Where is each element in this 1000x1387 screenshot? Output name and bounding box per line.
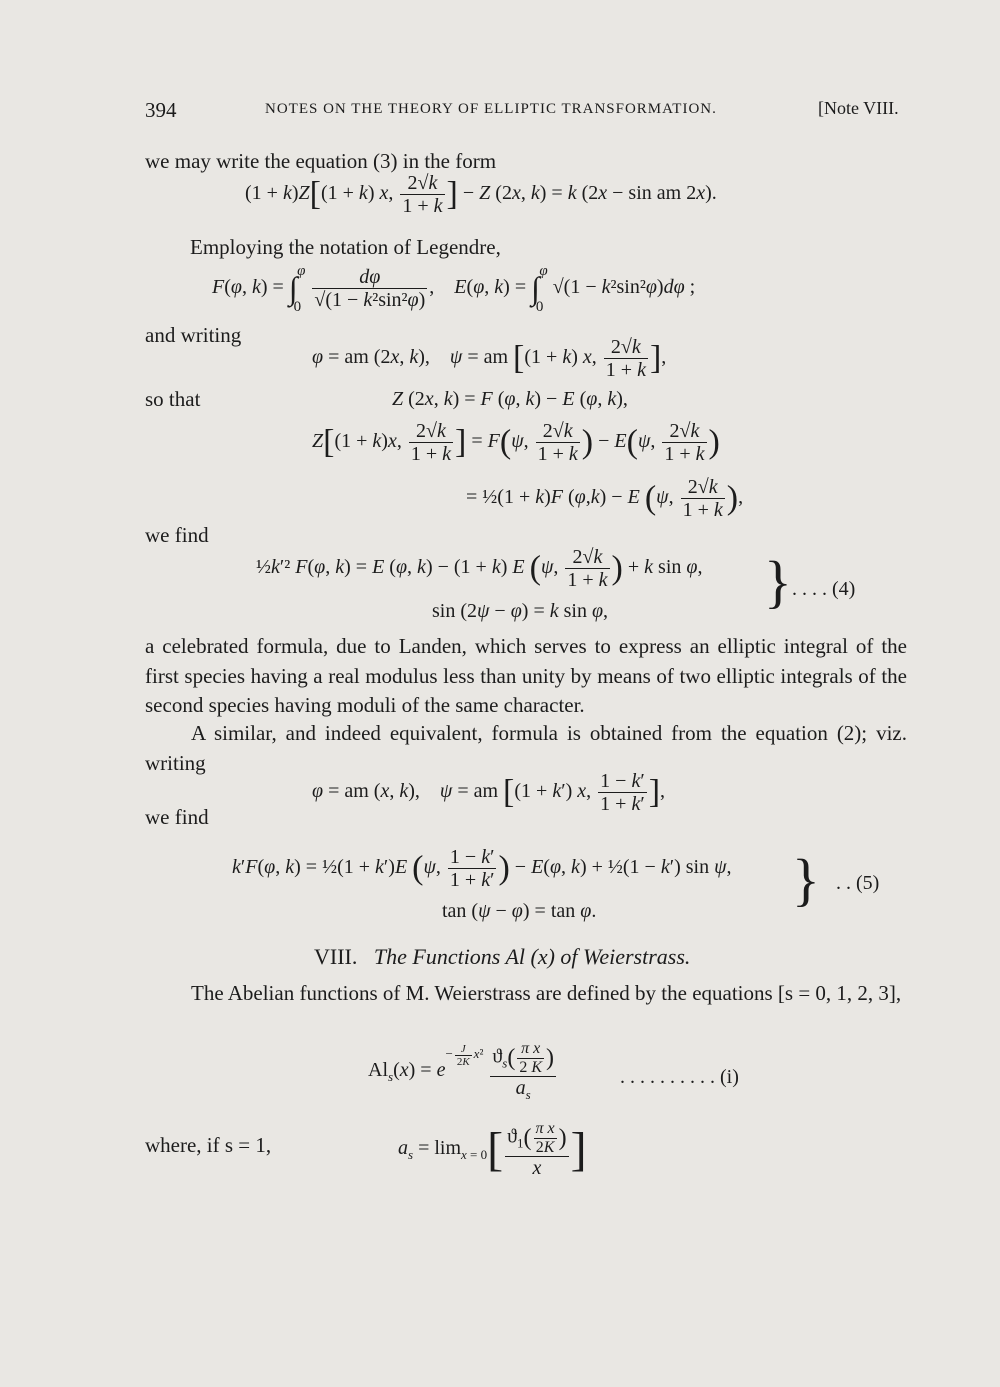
abelian-paragraph [145,978,907,1008]
running-title: NOTES ON THE THEORY OF ELLIPTIC TRANSFORMATION. [265,101,717,117]
so-that-text: so that [145,387,201,411]
equation-5-line-1: k′F(φ, k) = ½(1 + k′)E (ψ, $\frac{1 - k'}{1 + k'}$ ) − E(φ, k) + ½(1 − k′) sin ψ, [232,846,732,891]
equation-5-label: . . (5) [836,872,880,894]
equation-4-brace: } [764,549,792,614]
equation-4-line-2: sin (2ψ − φ) = k sin φ, [432,600,609,622]
equation-4-line-1: ½k′² F(φ, k) = E (φ, k) − (1 + k) E (ψ, $\frac{2√k}{1 + k}$ ) + k sin φ, [256,546,703,591]
equation-4-label: . . . . (4) [792,578,856,600]
phi-psi-kprime-definitions: φ = am (x, k), ψ = am [(1 + k′) x, $\frac{1 - k'}{1 + k'}$ ], [312,770,666,815]
section-title: The Functions Al (x) of Weierstrass. [373,944,691,969]
legendre-equations: F(φ, $k) = \int_0^\varphi$ $\frac{d\varphi}{\text{√(1 − k²sin²φ)}}$ , E(φ, $k) = \int_0^\varphi$ √(1 − k²sin²φ)dφ ; [212,263,696,316]
phi-psi-definitions: φ = am (2x, k), ψ = am [(1 + k) x, $\frac{2√k}{1 + k}$ ], [312,336,667,381]
equation-5-brace: } [792,847,820,912]
z-2x-equation: Z (2x, k) = F (φ, k) − E (φ, k), [392,388,628,410]
page-number: 394 [145,98,177,122]
we-find-text-1: we find [145,523,209,547]
z-transformed-equation: Z[(1 + k)x, $\frac{2√k}{1 + k}$ ] = F(ψ, $\frac{2√k}{1 + k}$ ) − E(ψ, $\frac{2√k}{1 + k}$ ) [312,420,720,465]
equation-5-line-2: tan (ψ − φ) = tan φ. [442,900,597,922]
z-half-equation: = ½(1 + k)F (φ,k) − E (ψ, $\frac{2√k}{1 + k}$ ), [466,476,744,521]
equation-i-label: . . . . . . . . . . (i) [620,1066,739,1088]
similar-text: A similar, and indeed equivalent, formula is obtained from the equation (2); viz. writing [145,721,907,775]
a-s-limit-equation: $a_s = \lim_{x = 0}$[ $ϑ_1$( $\frac{\text{π x}}{2K}$ ) x ] [398,1120,587,1180]
note-label: [Note VIII. [818,98,899,118]
and-writing-text: and writing [145,323,242,347]
we-find-text-2: we find [145,805,209,829]
section-heading [314,944,690,970]
landen-text: a celebrated formula, due to Landen, which serves to express an elliptic integral of the first species having a real modulus less than unity by means of two elliptic integrals of the second species having moduli of the same character. [145,634,907,717]
section-number: VIII. [314,944,358,969]
equation-i: $Al_s(x) = e^{- \frac{J}{2K} x^2}$ $ϑ_s$( $\frac{\text{π x}}{2 K}$ ) $a_s$ [368,1040,554,1103]
intro-text: we may write the equation (3) in the form [145,149,497,173]
abelian-text: The Abelian functions of M. Weierstrass are defined by the equations [s = 0, 1, 2, 3], [191,981,902,1005]
landen-paragraph [145,632,907,721]
equation-3-form: (1 + k)Z[(1 + k) x, $\frac{2√k}{1 + k}$ ] − Z (2x, k) = k (2x − sin am 2x). [245,172,717,217]
employing-text: Employing the notation of Legendre, [190,235,501,259]
where-if-text: where, if s = 1, [145,1133,272,1157]
